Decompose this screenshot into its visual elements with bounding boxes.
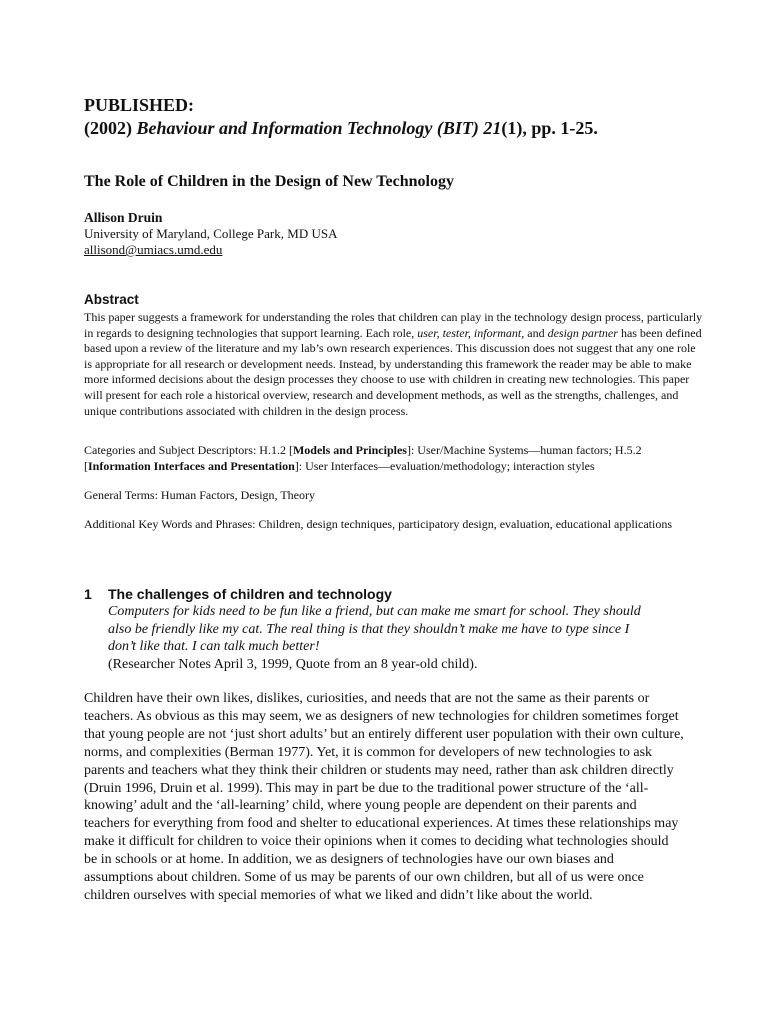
abstract-part2: has been defined based upon a review of the literature and my lab’s own research experiences. This discussion does not suggest that any one role is appropriate for all research or development needs. Instead, by understanding this framework the reader may be able to make more informed decisions about the design processes they choose to use with children in creating new technologies. This paper will present for each role a historical overview, research and development methods, as well as the strengths, challenges, and unique contributions associated with children in the design process. bbox=[84, 325, 702, 418]
issue-pages: (1), pp. 1-25. bbox=[501, 118, 598, 138]
paper-title: The Role of Children in the Design of New Technology bbox=[84, 173, 454, 190]
keywords: Additional Key Words and Phrases: Children, design techniques, participatory design, evaluation, educational applications bbox=[84, 517, 673, 531]
abstract-part1: This paper suggests a framework for understanding the roles that children can play in the technology design process, particularly in regards to designing technologies that support learning. Each role, bbox=[84, 310, 703, 340]
categories-bold2: Information Interfaces and Presentation bbox=[88, 458, 295, 473]
published-label: PUBLISHED: bbox=[84, 95, 195, 115]
section-title: The challenges of children and technology bbox=[108, 586, 392, 602]
volume: 21 bbox=[483, 118, 502, 138]
epigraph-source: (Researcher Notes April 3, 1999, Quote from an 8 year-old child). bbox=[108, 656, 478, 672]
categories-descriptors bbox=[84, 443, 704, 474]
abstract-text bbox=[84, 310, 704, 419]
author-block bbox=[84, 210, 337, 258]
publication-info bbox=[84, 94, 598, 140]
abstract-heading: Abstract bbox=[84, 292, 139, 307]
abstract-and: and bbox=[524, 325, 548, 340]
section-1-heading bbox=[84, 586, 392, 602]
categories-bold1: Models and Principles bbox=[292, 443, 407, 457]
citation-year: (2002) bbox=[84, 118, 132, 138]
general-terms: General Terms: Human Factors, Design, Theory bbox=[84, 488, 315, 502]
abstract-role2: design partner bbox=[547, 325, 618, 340]
categories-mid: ]: User/Machine Systems—human factors; H.5.2 [ bbox=[84, 443, 642, 473]
author-name: Allison Druin bbox=[84, 210, 163, 225]
epigraph-quote: Computers for kids need to be fun like a friend, but can make me smart for school. They should also be friendly like my cat. The real thing is that they shouldn’t make me have to type since I don’t like that. I can talk much better! bbox=[108, 604, 641, 654]
epigraph bbox=[108, 603, 648, 673]
section-1-paragraph: Children have their own likes, dislikes, curiosities, and needs that are not the same as their parents or teachers. As obvious as this may seem, we as designers of new technologies for children sometimes forget that young people are not ‘just short adults’ but an entirely different user population with their own culture, norms, and complexities (Berman 1977). Yet, it is common for developers of new technologies to ask parents and teachers what they think their children or students may need, rather than ask children directly (Druin 1996, Druin et al. 1999). This may in part be due to the traditional power structure of the ‘all-knowing’ adult and the ‘all-learning’ child, where young people are dependent on their parents and teachers for everything from food and shelter to educational experiences. At times these relationships may make it difficult for children to voice their opinions when it comes to deciding what technologies should be in schools or at home. In addition, we as designers of technologies have our own biases and assumptions about children. Some of us may be parents of our own children, but all of us were once children ourselves with special memories of what we liked and didn’t like about the world. bbox=[84, 691, 684, 903]
citation bbox=[84, 117, 598, 140]
categories-prefix: Categories and Subject Descriptors: H.1.2 [ bbox=[84, 443, 293, 457]
author-email-link[interactable]: allisond@umiacs.umd.edu bbox=[84, 242, 223, 257]
abstract-role1: user, tester, informant, bbox=[417, 325, 525, 340]
author-affiliation: University of Maryland, College Park, MD USA bbox=[84, 226, 338, 241]
section-number: 1 bbox=[84, 586, 92, 602]
categories-suffix: ]: User Interfaces—evaluation/methodology; interaction styles bbox=[294, 458, 595, 473]
journal-name: Behaviour and Information Technology (BIT) bbox=[136, 118, 479, 138]
